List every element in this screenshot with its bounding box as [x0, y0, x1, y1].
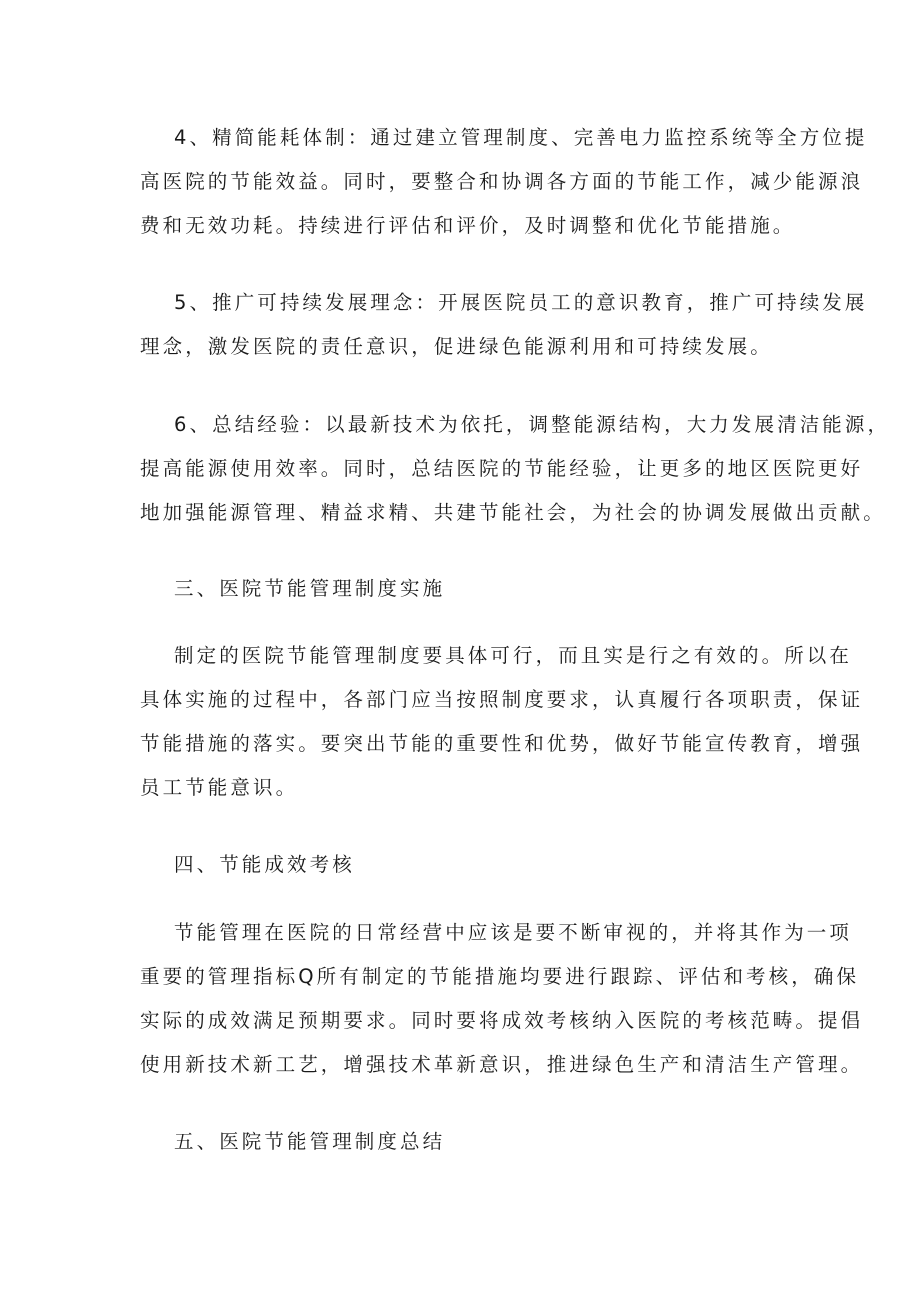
text-line: 节能管理在医院的日常经营中应该是要不断审视的，并将其作为一项 — [174, 921, 853, 944]
text-line: 使用新技术新工艺，增强技术革新意识，推进绿色生产和清洁生产管理。 — [140, 1053, 864, 1076]
paragraph-assessment — [140, 911, 864, 1087]
text-line: 实际的成效满足预期要求。同时要将成效考核纳入医院的考核范畴。提倡 — [140, 1009, 864, 1032]
text-line: 节能措施的落实。要突出节能的重要性和优势，做好节能宣传教育，增强 — [140, 732, 864, 755]
text-line: 具体实施的过程中，各部门应当按照制度要求，认真履行各项职责，保证 — [140, 688, 864, 711]
text-line: 制定的医院节能管理制度要具体可行，而且实是行之有效的。所以在 — [174, 644, 853, 667]
paragraph-5-sustainable-development — [140, 281, 868, 369]
text-line: 提高能源使用效率。同时，总结医院的节能经验，让更多的地区医院更好 — [140, 457, 864, 480]
text-line: 地加强能源管理、精益求精、共建节能社会，为社会的协调发展做出贡献。 — [140, 501, 886, 524]
text-line: 重要的管理指标Q所有制定的节能措施均要进行跟踪、评估和考核，确保 — [140, 965, 860, 988]
text-line: 4、精简能耗体制：通过建立管理制度、完善电力监控系统等全方位提 — [174, 126, 868, 149]
section-heading-assessment: 四、节能成效考核 — [174, 853, 355, 876]
text-line: 6、总结经验：以最新技术为依托，调整能源结构，大力发展清洁能源， — [174, 413, 891, 436]
text-line: 理念，激发医院的责任意识，促进绿色能源利用和可持续发展。 — [140, 335, 773, 358]
text-line: 高医院的节能效益。同时，要整合和协调各方面的节能工作，减少能源浪 — [140, 170, 864, 193]
section-heading-summary: 五、医院节能管理制度总结 — [174, 1130, 446, 1153]
paragraph-implementation — [140, 634, 864, 810]
text-line: 员工节能意识。 — [140, 776, 299, 799]
section-heading-implementation: 三、医院节能管理制度实施 — [174, 577, 446, 600]
text-line: 费和无效功耗。持续进行评估和评价，及时调整和优化节能措施。 — [140, 214, 796, 237]
text-line: 5、推广可持续发展理念：开展医院员工的意识教育，推广可持续发展 — [174, 291, 868, 314]
paragraph-6-summarize-experience — [140, 403, 891, 535]
paragraph-4-streamline-energy — [140, 116, 868, 248]
